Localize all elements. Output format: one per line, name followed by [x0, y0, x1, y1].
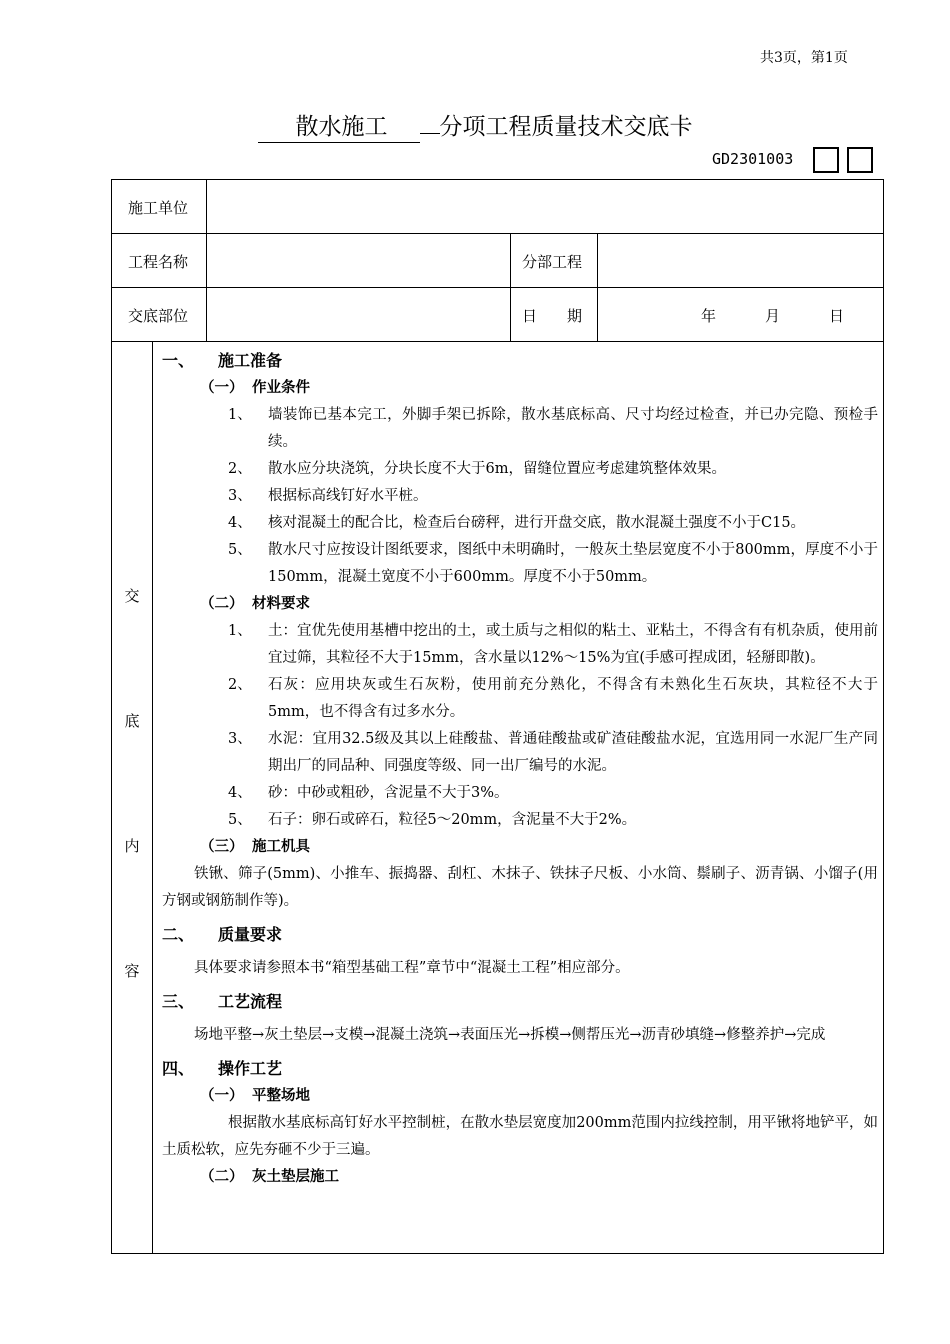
subsection-number: （一）	[200, 1088, 244, 1104]
subsection-heading	[162, 591, 878, 618]
list-item	[162, 483, 878, 510]
title-suffix: 分项工程质量技术交底卡	[439, 114, 693, 140]
list-item	[162, 726, 878, 780]
section-title: 质量要求	[218, 925, 283, 944]
subsection-heading	[162, 1083, 878, 1110]
checkbox-2[interactable]	[847, 147, 873, 173]
item-number: 1、	[228, 407, 252, 423]
section-title: 施工准备	[218, 351, 283, 370]
item-text: 散水尺寸应按设计图纸要求，图纸中未明确时，一般灰土垫层宽度不小于800mm，厚度不小于150mm，混凝土宽度不小于600mm。厚度不小于50mm。	[268, 542, 878, 585]
subsection-number: （二）	[200, 1169, 244, 1185]
part-label: 交底部位	[128, 307, 189, 325]
list-item	[162, 618, 878, 672]
date-month: 月	[765, 307, 781, 325]
subsection-title: 材料要求	[252, 596, 310, 612]
list-item	[162, 807, 878, 834]
section-number: 二、	[162, 925, 195, 944]
unit-label: 施工单位	[128, 199, 189, 217]
date-label: 日 期	[522, 307, 583, 325]
side-label-char: 内	[124, 837, 140, 855]
subsection-title: 施工机具	[252, 839, 310, 855]
list-item	[162, 672, 878, 726]
item-number: 5、	[228, 812, 252, 828]
item-text: 水泥：宜用32.5级及其以上硅酸盐、普通硅酸盐或矿渣硅酸盐水泥，宜选用同一水泥厂生产同期出厂的同品种、同强度等级、同一出厂编号的水泥。	[268, 731, 878, 774]
item-number: 4、	[228, 785, 252, 801]
section-heading	[162, 921, 878, 949]
item-text: 核对混凝土的配合比，检查后台磅秤，进行开盘交底，散水混凝土强度不小于C15。	[268, 515, 806, 531]
date-year: 年	[701, 307, 717, 325]
item-text: 散水应分块浇筑，分块长度不大于6m，留缝位置应考虑建筑整体效果。	[268, 461, 726, 477]
subsection-number: （三）	[200, 839, 244, 855]
handover-content	[162, 347, 878, 1191]
item-number: 2、	[228, 461, 252, 477]
item-number: 2、	[228, 677, 252, 693]
item-number: 1、	[228, 623, 252, 639]
side-label-char: 底	[124, 712, 140, 730]
subsection-heading	[162, 834, 878, 861]
item-text: 墙装饰已基本完工，外脚手架已拆除，散水基底标高、尺寸均经过检查，并已办完隐、预检手续。	[268, 407, 878, 450]
list-item	[162, 510, 878, 537]
subsection-title: 平整场地	[252, 1088, 310, 1104]
item-number: 3、	[228, 488, 252, 504]
section-heading	[162, 347, 878, 375]
subsection-number: （二）	[200, 596, 244, 612]
checkbox-1[interactable]	[813, 147, 839, 173]
date-day: 日	[829, 307, 845, 325]
paragraph: 根据散水基底标高钉好水平控制桩，在散水垫层宽度加200mm范围内拉线控制，用平锹将地铲平，如土质松软，应先夯砸不少于三遍。	[162, 1115, 878, 1158]
list-item	[162, 402, 878, 456]
item-number: 5、	[228, 542, 252, 558]
side-label-char: 交	[124, 587, 140, 605]
list-item	[162, 537, 878, 591]
item-text: 砂：中砂或粗砂，含泥量不大于3%。	[268, 785, 509, 801]
section-heading	[162, 988, 878, 1016]
subsection-heading	[162, 375, 878, 402]
project-label: 工程名称	[128, 253, 189, 271]
item-text: 土：宜优先使用基槽中挖出的土，或土质与之相似的粘土、亚粘土，不得含有有机杂质，使用前宜过筛，其粒径不大于15mm，含水量以12%～15%为宜(手感可捏成团，轻掰即散)。	[268, 623, 878, 666]
side-label-char: 容	[124, 962, 140, 980]
item-text: 石灰：应用块灰或生石灰粉，使用前充分熟化，不得含有未熟化生石灰块，其粒径不大于5mm，也不得含有过多水分。	[268, 677, 878, 720]
item-text: 石子：卵石或碎石，粒径5～20mm，含泥量不大于2%。	[268, 812, 637, 828]
section-number: 四、	[162, 1059, 195, 1078]
document-code: GD2301003	[712, 150, 794, 168]
item-number: 4、	[228, 515, 252, 531]
section-heading	[162, 1055, 878, 1083]
paragraph: 铁锹、筛子(5mm)、小推车、振捣器、刮杠、木抹子、铁抹子尺板、小水筒、鬃刷子、沥青锅、小馏子(用方钢或钢筋制作等)。	[162, 866, 878, 909]
item-number: 3、	[228, 731, 252, 747]
subsection-title: 作业条件	[252, 380, 310, 396]
sub-project-label: 分部工程	[522, 253, 583, 271]
title-subject: 散水施工	[258, 108, 420, 143]
subsection-heading	[162, 1164, 878, 1191]
paragraph: 具体要求请参照本书“箱型基础工程”章节中“混凝土工程”相应部分。	[194, 960, 630, 976]
page-number: 共3页，第1页	[760, 50, 848, 66]
section-number: 三、	[162, 992, 195, 1011]
subsection-number: （一）	[200, 380, 244, 396]
item-text: 根据标高线钉好水平桩。	[268, 488, 428, 504]
paragraph: 场地平整→灰土垫层→支模→混凝土浇筑→表面压光→拆模→侧帮压光→沥青砂填缝→修整养护→完成	[194, 1027, 826, 1043]
title-underline-gap	[420, 132, 440, 134]
document-title	[0, 108, 950, 143]
list-item	[162, 780, 878, 807]
section-number: 一、	[162, 351, 195, 370]
section-title: 工艺流程	[218, 992, 283, 1011]
section-title: 操作工艺	[218, 1059, 283, 1078]
list-item	[162, 456, 878, 483]
subsection-title: 灰土垫层施工	[252, 1169, 339, 1185]
